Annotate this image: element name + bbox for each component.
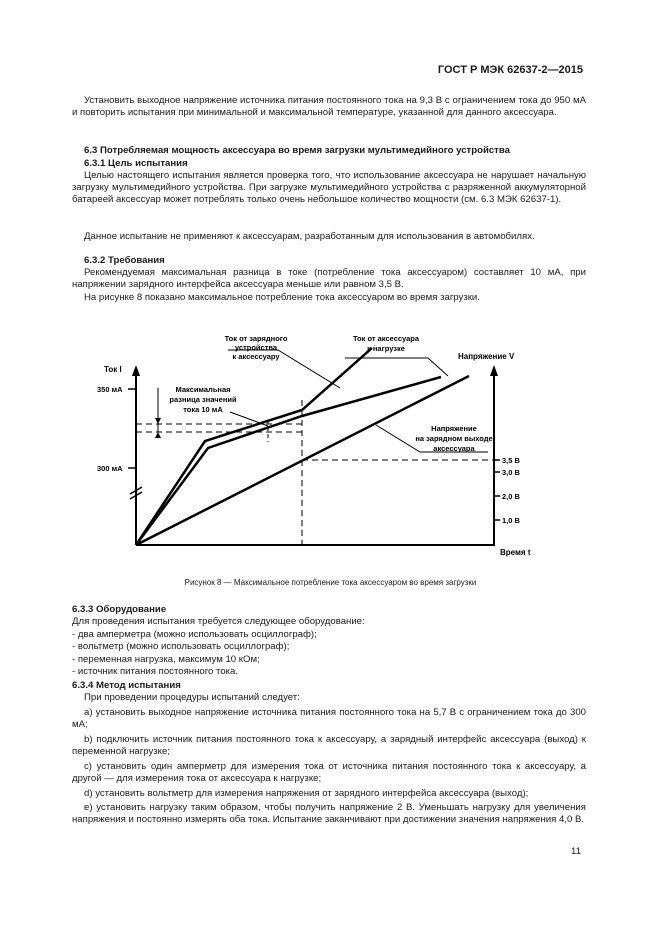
section-6-3-1-title: 6.3.1 Цель испытания (84, 158, 188, 169)
document-header: ГОСТ Р МЭК 62637-2—2015 (437, 64, 583, 76)
method-step: с) установить один амперметр для измерения тока от источника питания постоянного тока к аксессуару, а другой — для измерения тока от аксессуара к нагрузке; (72, 761, 586, 785)
method-step: d) установить вольтметр для измерения напряжения от зарядного интерфейса аксессуара (выход); (84, 788, 529, 799)
label-max-diff-1: Максимальная (175, 385, 231, 394)
section-6-3-title: 6.3 Потребляемая мощность аксессуара во время загрузки мультимедийного устройства (84, 145, 510, 156)
label-max-diff-2: разница значений (169, 395, 237, 404)
max-diff-arrow-top (155, 418, 161, 424)
y-tick-300: 300 мА (97, 464, 123, 473)
label-max-diff-3: тока 10 мА (183, 405, 223, 414)
intro-paragraph: Установить выходное напряжение источника питания постоянного тока на 9,3 В с ограничением тока до 950 мА и повторить испытания при минимальной и максимальной температуре, указанной для данного аксессуара. (72, 95, 586, 119)
section-6-3-4-intro: При проведении процедуры испытаний следует: (84, 692, 300, 703)
label-charger-current-1: Ток от зарядного (224, 334, 288, 343)
y-axis-label: Ток I (104, 365, 122, 374)
method-step: е) установить нагрузку таким образом, чтобы получить напряжение 2 В. Уменьшать нагрузку для увеличения напряжения и постоянно измерять оба тока. Испытание заканчивают при достижении значения напряжения 4,0 В. (72, 802, 586, 826)
v-tick-3-5: 3,5 В (502, 456, 520, 465)
figure-caption: Рисунок 8 — Максимальное потребление тока аксессуаром во время загрузки (184, 578, 477, 587)
v-tick-2-0: 2,0 В (502, 492, 520, 501)
section-6-3-3-intro: Для проведения испытания требуется следующее оборудование: (72, 616, 365, 627)
charger-current-curve (136, 348, 372, 545)
max-diff-arrow-bottom (155, 432, 161, 438)
v-axis-label: Напряжение V (458, 352, 515, 361)
equipment-item: - вольтметр (можно использовать осциллограф); (72, 641, 290, 652)
method-step: а) установить выходное напряжение источника питания постоянного тока на 5,7 В с ограничением тока до 300 мА; (72, 707, 586, 731)
v-tick-1-0: 1,0 В (502, 516, 520, 525)
equipment-item: - переменная нагрузка, максимум 10 кОм; (72, 654, 260, 665)
section-6-3-1-paragraph-1: Целью настоящего испытания является проверка того, что использование аксессуара не нарушает начальную загрузку мультимедийного устройства. При загрузке мультимедийного устройства с разряженной аккумуляторной батареей аксессуар может потреблять только очень небольшое количество мощности (см. 6.3 МЭК 62637-1). (72, 170, 586, 206)
x-axis-label: Время t (500, 548, 531, 557)
v-tick-3-0: 3,0 В (502, 468, 520, 477)
y-tick-350: 350 мА (97, 385, 123, 394)
label-charger-current-2: устройства (234, 343, 278, 352)
section-6-3-2-title: 6.3.2 Требования (84, 255, 165, 266)
equipment-item: - источник питания постоянного тока. (72, 666, 239, 677)
label-voltage-1: Напряжение (431, 424, 477, 433)
current-axis-arrow (132, 365, 140, 376)
label-load-current-1: Ток от аксессуара (352, 334, 420, 343)
section-6-3-4-title: 6.3.4 Метод испытания (72, 680, 181, 691)
label-charger-current-3: к аксессуару (232, 352, 280, 361)
voltage-axis-arrow (490, 365, 498, 376)
section-6-3-2-paragraph-2: На рисунке 8 показано максимальное потребление тока аксессуаром во время загрузки. (84, 292, 480, 303)
label-voltage-3: аксессуара (433, 444, 475, 453)
label-load-current-2: к нагрузке (367, 344, 405, 353)
method-step: b) подключить источник питания постоянного тока к аксессуару, а зарядный интерфейс аксессуара (выход) к переменной нагрузке; (72, 734, 586, 758)
section-6-3-3-title: 6.3.3 Оборудование (72, 604, 167, 615)
page-number: 11 (571, 846, 581, 857)
label-load-leader (345, 358, 448, 376)
section-6-3-2-paragraph-1: Рекомендуемая максимальная разница в токе (потребление тока аксессуаром) составляет 10 мА, при напряжении зарядного интерфейса аксессуара меньше или равном 3,5 В. (72, 267, 586, 291)
label-voltage-2: на зарядном выходе (415, 434, 493, 443)
section-6-3-1-paragraph-2: Данное испытание не применяют к аксессуарам, разработанным для использования в автомобилях. (84, 231, 535, 242)
equipment-item: - два амперметра (можно использовать осциллограф); (72, 629, 317, 640)
